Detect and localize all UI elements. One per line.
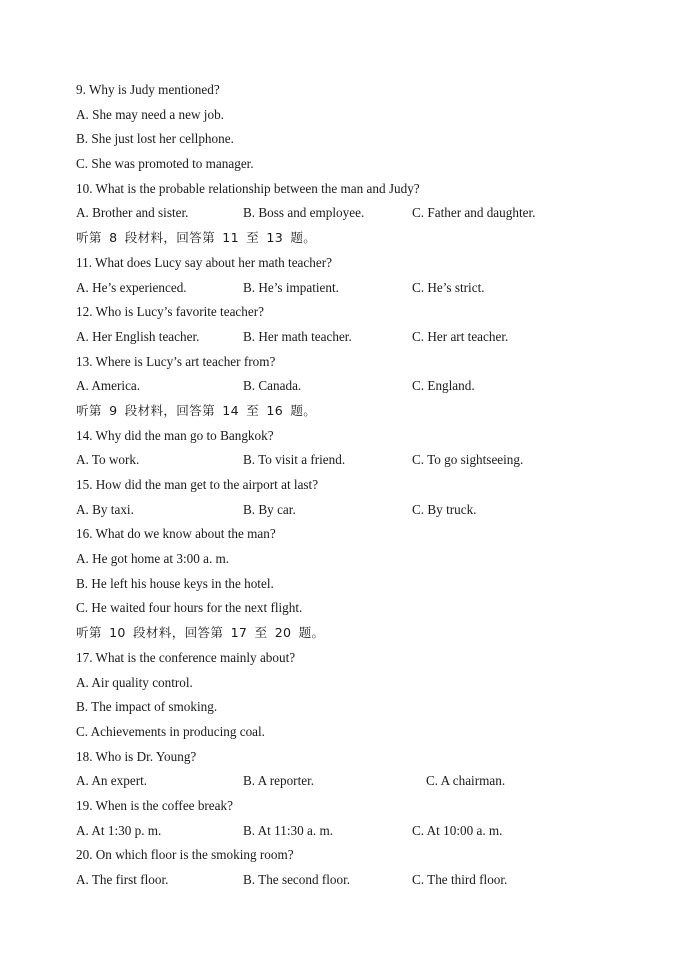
option-c: C. A chairman. (426, 773, 506, 789)
question-text: 15. How did the man get to the airport at last? (76, 477, 319, 492)
option-a: A. He’s experienced. (76, 279, 187, 295)
option-row (76, 374, 656, 399)
option-c: C. England. (412, 378, 475, 394)
question-text: 20. On which floor is the smoking room? (76, 847, 294, 863)
option-row (76, 276, 656, 301)
option-row (76, 819, 656, 844)
option-b: B. The second floor. (243, 872, 351, 887)
option-c: C. By truck. (412, 501, 477, 517)
question-text: 9. Why is Judy mentioned? (76, 82, 220, 97)
question-text: 17. What is the conference mainly about? (76, 649, 296, 665)
section-instruction: 听第 10 段材料，回答第 17 至 20 题。 (76, 625, 325, 641)
option-line: C. He waited four hours for the next flight. (76, 600, 303, 616)
option-a: A. At 1:30 p. m. (76, 822, 162, 838)
option-b: B. A reporter. (243, 773, 315, 789)
option-c: C. He’s strict. (412, 279, 485, 295)
listening-questions (76, 78, 656, 893)
section-instruction: 听第 9 段材料，回答第 14 至 16 题。 (76, 402, 317, 418)
option-row (76, 498, 656, 523)
option-b: B. At 11:30 a. m. (243, 822, 333, 838)
option-line: A. He got home at 3:00 a. m. (76, 551, 230, 567)
option-b: B. Canada. (243, 378, 302, 394)
option-line: A. She may need a new job. (76, 106, 224, 122)
option-a: A. America. (76, 378, 141, 394)
option-row (76, 868, 656, 893)
question-text: 10. What is the probable relationship between the man and Judy? (76, 180, 420, 196)
option-row (76, 769, 656, 794)
option-row (76, 448, 656, 473)
option-a: A. By taxi. (76, 501, 134, 517)
option-line: B. He left his house keys in the hotel. (76, 575, 274, 591)
option-b: B. Boss and employee. (243, 205, 365, 221)
question-text: 19. When is the coffee break? (76, 797, 233, 813)
option-b: B. He’s impatient. (243, 279, 339, 295)
option-line: B. The impact of smoking. (76, 699, 218, 715)
option-a: A. An expert. (76, 773, 148, 789)
option-b: B. To visit a friend. (243, 452, 346, 468)
question-text: 16. What do we know about the man? (76, 526, 276, 542)
section-instruction: 听第 8 段材料，回答第 11 至 13 题。 (76, 230, 317, 246)
option-c: C. Father and daughter. (412, 205, 536, 221)
option-a: A. To work. (76, 452, 140, 468)
option-c: C. Her art teacher. (412, 328, 509, 344)
option-line: C. Achievements in producing coal. (76, 723, 265, 739)
option-b: B. Her math teacher. (243, 328, 352, 344)
question-text: 18. Who is Dr. Young? (76, 748, 197, 764)
option-c: C. At 10:00 a. m. (412, 822, 503, 838)
question-text: 14. Why did the man go to Bangkok? (76, 427, 274, 443)
option-c: C. The third floor. (412, 872, 508, 887)
question-text: 13. Where is Lucy’s art teacher from? (76, 353, 276, 369)
option-line: A. Air quality control. (76, 674, 193, 690)
option-row (76, 325, 656, 350)
option-b: B. By car. (243, 501, 296, 517)
option-line: B. She just lost her cellphone. (76, 131, 234, 147)
option-a: A. Her English teacher. (76, 328, 200, 344)
option-row (76, 201, 656, 226)
question-text: 11. What does Lucy say about her math teacher? (76, 254, 332, 270)
question-text: 12. Who is Lucy’s favorite teacher? (76, 304, 264, 320)
option-a: A. Brother and sister. (76, 205, 189, 221)
option-a: A. The first floor. (76, 872, 169, 887)
option-line: C. She was promoted to manager. (76, 156, 254, 172)
option-c: C. To go sightseeing. (412, 452, 524, 468)
